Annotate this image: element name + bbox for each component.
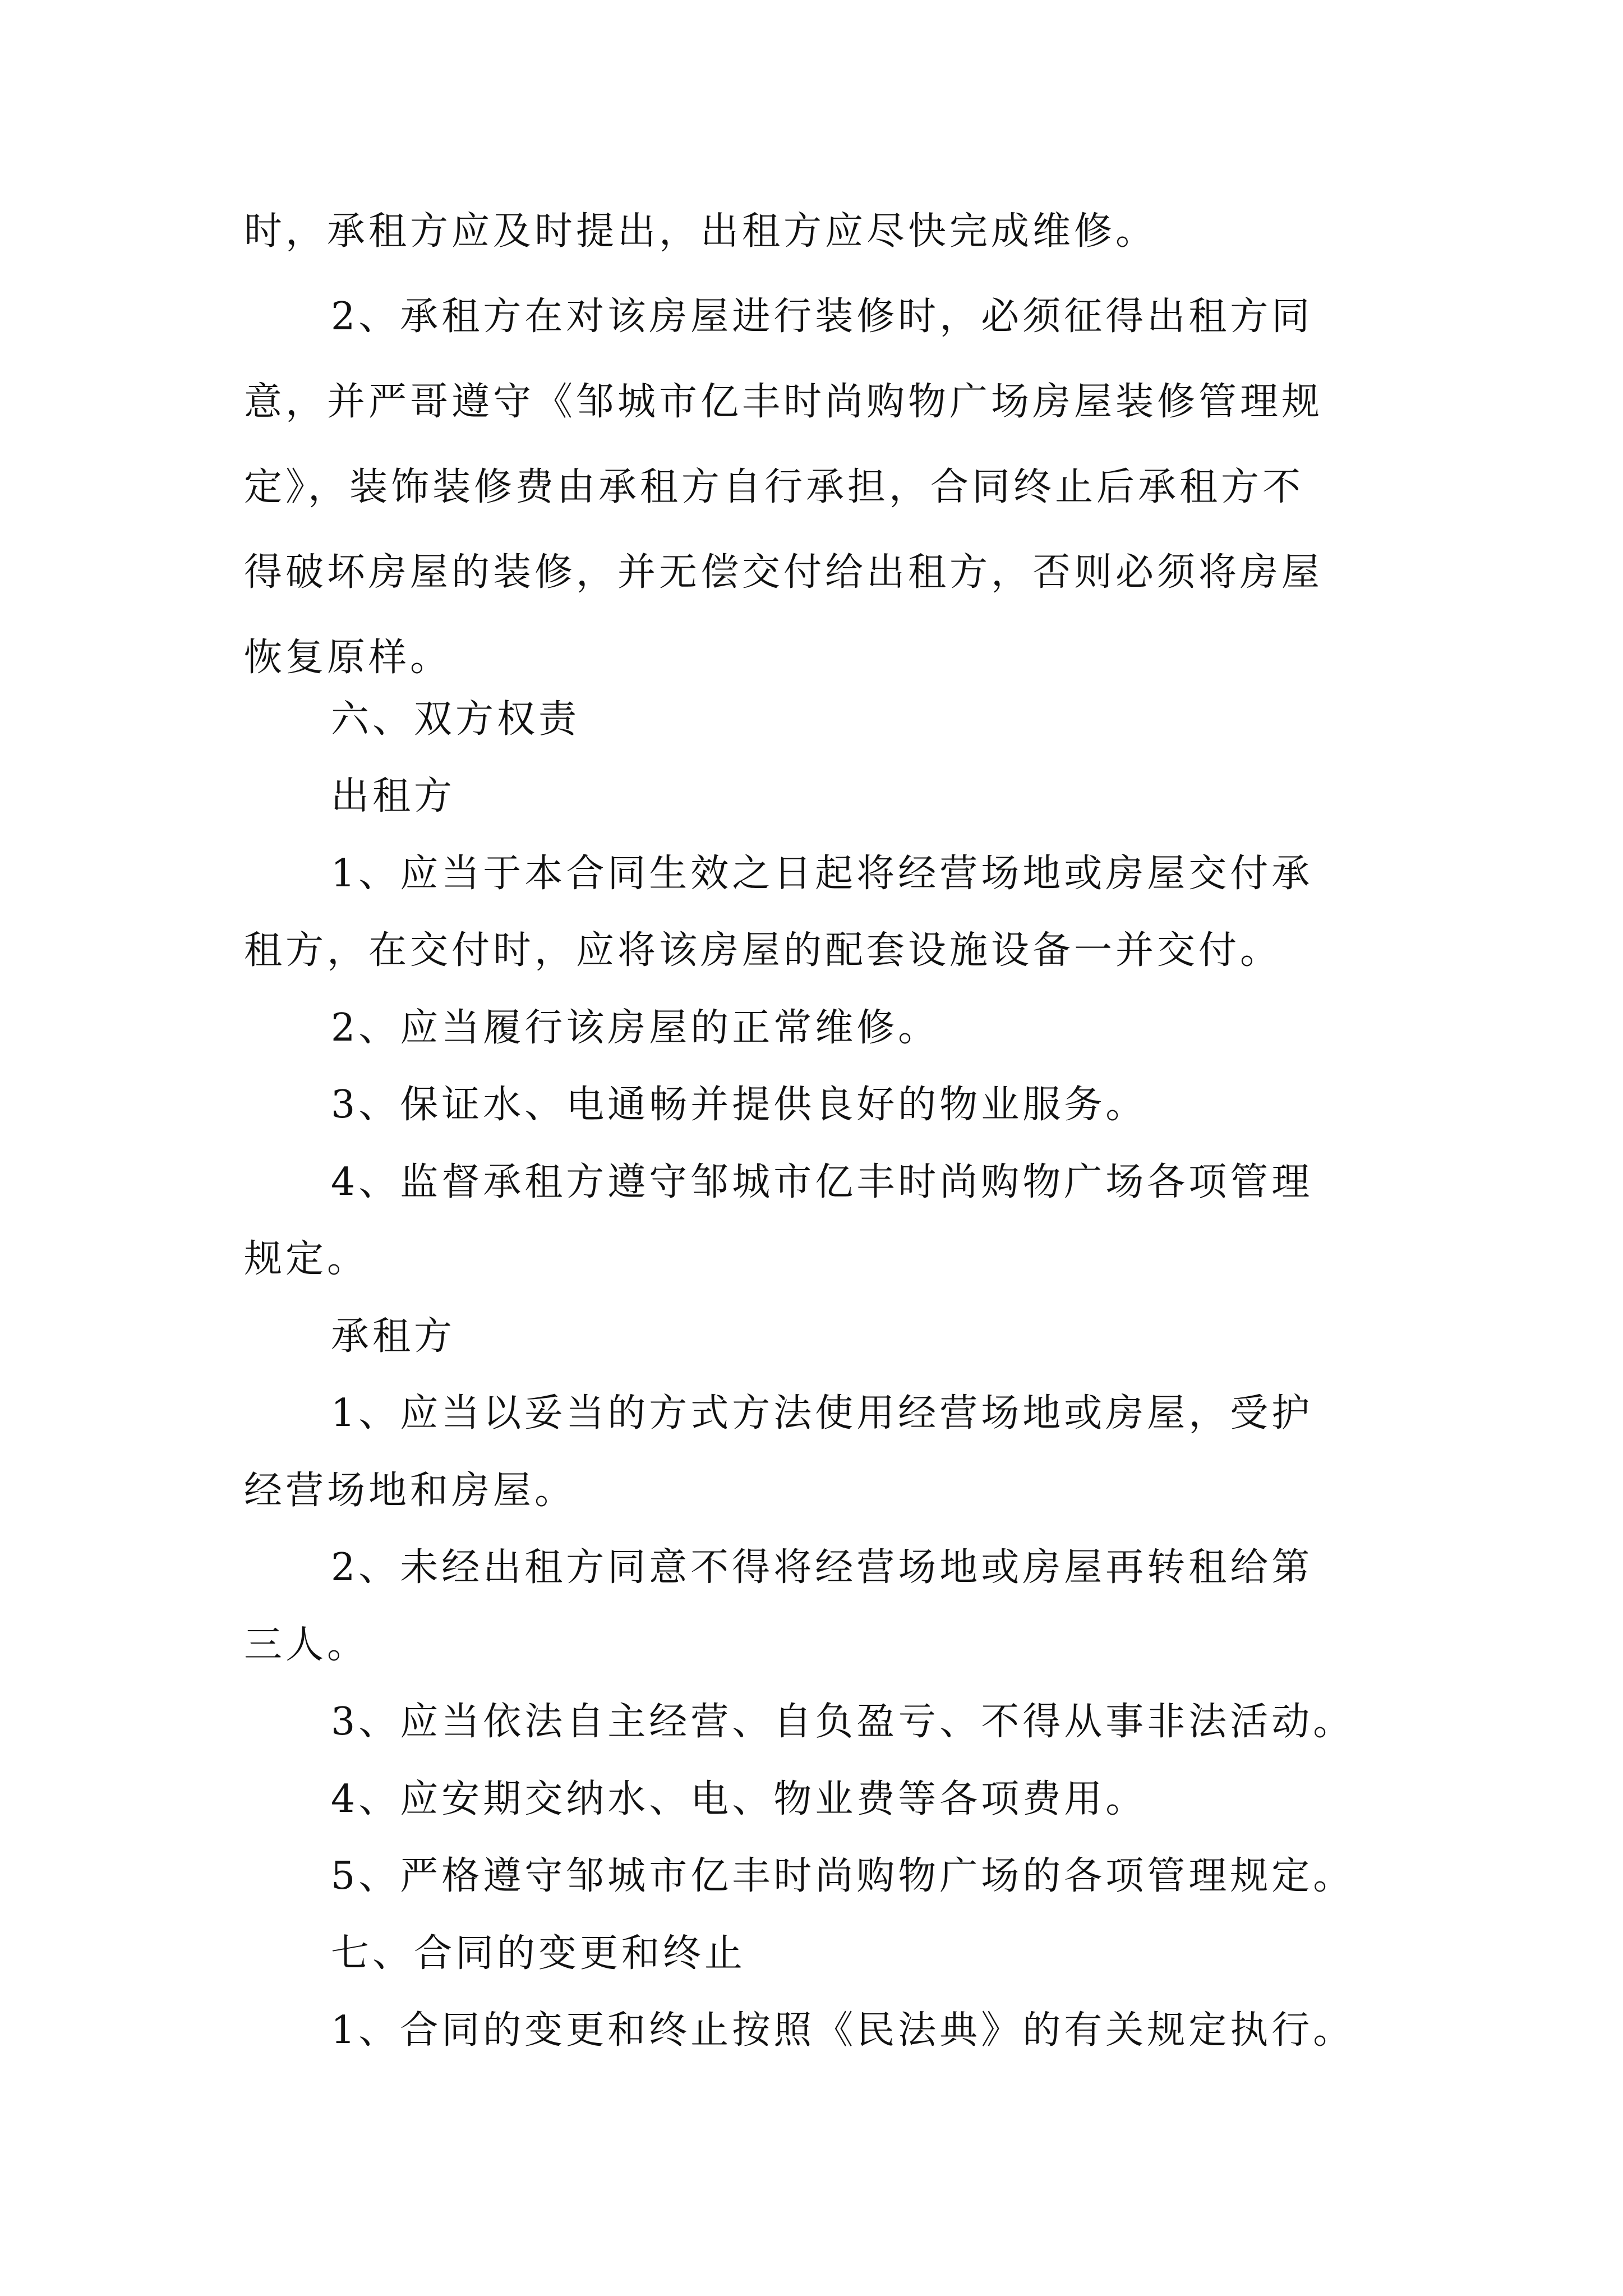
- subheading: 出租方: [331, 774, 456, 818]
- text-line: 时，承租方应及时提出，出租方应尽快完成维修。: [244, 209, 1158, 254]
- text-line: 恢复原样。: [244, 636, 452, 680]
- subheading: 承租方: [331, 1314, 456, 1359]
- text-line: 4、应安期交纳水、电、物业费等各项费用。: [331, 1777, 1147, 1821]
- section-heading: 七、合同的变更和终止: [331, 1931, 746, 1976]
- text-line: 2、承租方在对该房屋进行装修时，必须征得出租方同: [331, 295, 1313, 339]
- text-line: 1、应当以妥当的方式方法使用经营场地或房屋，受护: [331, 1391, 1313, 1435]
- text-line: 租方，在交付时，应将该房屋的配套设施设备一并交付。: [244, 928, 1282, 973]
- text-line: 2、应当履行该房屋的正常维修。: [331, 1006, 940, 1050]
- text-line: 5、严格遵守邹城市亿丰时尚购物广场的各项管理规定。: [331, 1854, 1355, 1898]
- text-line: 三人。: [244, 1623, 369, 1667]
- text-line: 2、未经出租方同意不得将经营场地或房屋再转租给第: [331, 1545, 1313, 1590]
- text-line: 1、合同的变更和终止按照《民法典》的有关规定执行。: [331, 2008, 1355, 2053]
- text-line: 意，并严哥遵守《邹城市亿丰时尚购物广场房屋装修管理规: [244, 380, 1324, 424]
- text-line: 3、保证水、电通畅并提供良好的物业服务。: [331, 1083, 1147, 1127]
- text-line: 得破坏房屋的装修，并无偿交付给出租方，否则必须将房屋: [244, 550, 1324, 595]
- text-line: 规定。: [244, 1237, 369, 1281]
- text-line: 3、应当依法自主经营、自负盈亏、不得从事非法活动。: [331, 1700, 1355, 1744]
- text-line: 定》，装饰装修费由承租方自行承担，合同终止后承租方不: [244, 465, 1304, 509]
- text-line: 4、监督承租方遵守邹城市亿丰时尚购物广场各项管理: [331, 1160, 1313, 1204]
- text-line: 经营场地和房屋。: [244, 1469, 577, 1513]
- text-line: 1、应当于本合同生效之日起将经营场地或房屋交付承: [331, 852, 1313, 896]
- section-heading: 六、双方权责: [331, 697, 580, 742]
